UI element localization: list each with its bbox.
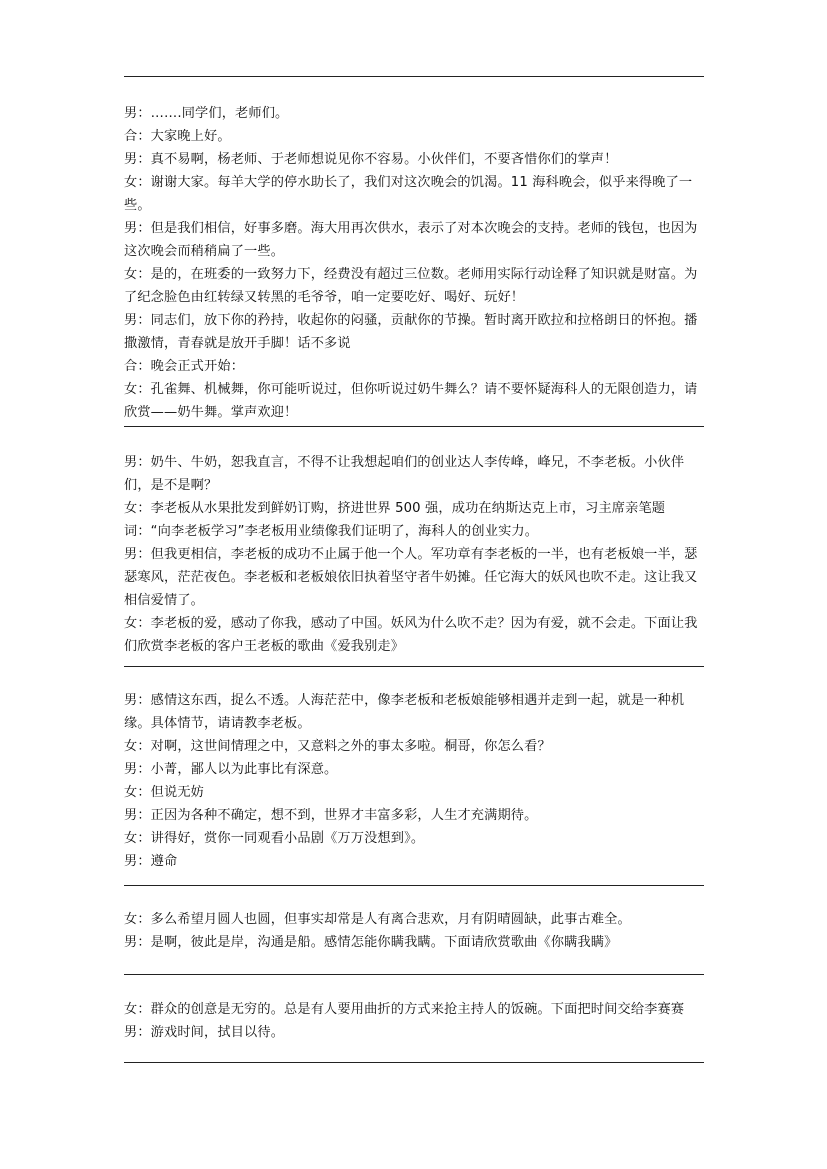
- dialogue-line: 女：李老板从水果批发到鲜奶订购，挤进世界 500 强，成功在纳斯达克上市，习主席亲笔题词：“向李老板学习”李老板用业绩像我们证明了，海科人的创业实力。: [124, 501, 666, 539]
- dialogue-line: 男：…….同学们，老师们。: [124, 106, 289, 121]
- dialogue-line: 女：讲得好，赏你一同观看小品剧《万万没想到》。: [124, 831, 425, 846]
- dialogue-line: 男：但我更相信，李老板的成功不止属于他一个人。军功章有李老板的一半，也有老板娘一半，瑟瑟寒风，茫茫夜色。李老板和老板娘依旧执着坚守者牛奶摊。任它海大的妖风也吹不走。这让我又相信爱情了。: [124, 547, 698, 608]
- section-divider: [124, 1062, 704, 1063]
- section-divider: [124, 426, 704, 427]
- section-divider: [124, 885, 704, 886]
- dialogue-line: 男：小菁，鄙人以为此事比有深意。: [124, 762, 338, 777]
- dialogue-line: 男：遵命: [124, 854, 178, 869]
- dialogue-line: 男：但是我们相信，好事多磨。海大用再次供水，表示了对本次晚会的支持。老师的钱包，也因为这次晚会而稍稍扁了一些。: [124, 221, 698, 259]
- dialogue-line: 女：谢谢大家。每羊大学的停水助长了，我们对这次晚会的饥渴。11 海科晚会，似乎来得晚了一些。: [124, 175, 693, 213]
- dialogue-line: 合：大家晚上好。: [124, 129, 231, 144]
- script-section-opening: [124, 102, 704, 424]
- dialogue-line: 男：正因为各种不确定，想不到，世界才丰富多彩，人生才充满期待。: [124, 808, 538, 823]
- dialogue-line: 男：奶牛、牛奶，恕我直言，不得不让我想起咱们的创业达人李传峰，峰兄，不李老板。小伙伴们，是不是啊？: [124, 455, 685, 493]
- script-section-milk-boss: [124, 451, 704, 658]
- dialogue-line: 女：但说无妨: [124, 785, 205, 800]
- section-divider: [124, 76, 704, 77]
- dialogue-line: 男：游戏时间，拭目以待。: [124, 1025, 285, 1040]
- dialogue-line: 男：是啊，彼此是岸，沟通是船。感情怎能你瞒我瞒。下面请欣赏歌曲《你瞒我瞒》: [124, 935, 618, 950]
- dialogue-line: 男：感情这东西，捉么不透。人海茫茫中，像李老板和老板娘能够相遇并走到一起，就是一种机缘。具体情节，请请教李老板。: [124, 693, 685, 731]
- dialogue-line: 女：孔雀舞、机械舞，你可能听说过，但你听说过奶牛舞么？请不要怀疑海科人的无限创造力，请欣赏——奶牛舞。掌声欢迎！: [124, 382, 698, 420]
- dialogue-line: 女：李老板的爱，感动了你我，感动了中国。妖风为什么吹不走？因为有爱，就不会走。下面让我们欣赏李老板的客户王老板的歌曲《爱我别走》: [124, 616, 698, 654]
- dialogue-line: 女：群众的创意是无穷的。总是有人要用曲折的方式来抢主持人的饭碗。下面把时间交给李赛赛: [124, 1002, 685, 1017]
- dialogue-line: 男：真不易啊，杨老师、于老师想说见你不容易。小伙伴们，不要吝惜你们的掌声！: [124, 152, 618, 167]
- section-divider: [124, 974, 704, 975]
- script-section-moon: [124, 908, 704, 954]
- dialogue-line: 合：晚会正式开始：: [124, 359, 245, 374]
- section-divider: [124, 666, 704, 667]
- script-section-game: [124, 998, 704, 1044]
- dialogue-line: 女：是的，在班委的一致努力下，经费没有超过三位数。老师用实际行动诠释了知识就是财富。为了纪念脸色由红转绿又转黑的毛爷爷，咱一定要吃好、喝好、玩好！: [124, 267, 698, 305]
- dialogue-line: 女：对啊，这世间情理之中，又意料之外的事太多啦。桐哥，你怎么看？: [124, 739, 551, 754]
- script-section-feelings: [124, 689, 704, 873]
- dialogue-line: 男：同志们，放下你的矜持，收起你的闷骚，贡献你的节操。暂时离开欧拉和拉格朗日的怀抱。播撒激情，青春就是放开手脚！话不多说: [124, 313, 698, 351]
- dialogue-line: 女：多么希望月圆人也圆，但事实却常是人有离合悲欢，月有阴晴圆缺，此事古难全。: [124, 912, 631, 927]
